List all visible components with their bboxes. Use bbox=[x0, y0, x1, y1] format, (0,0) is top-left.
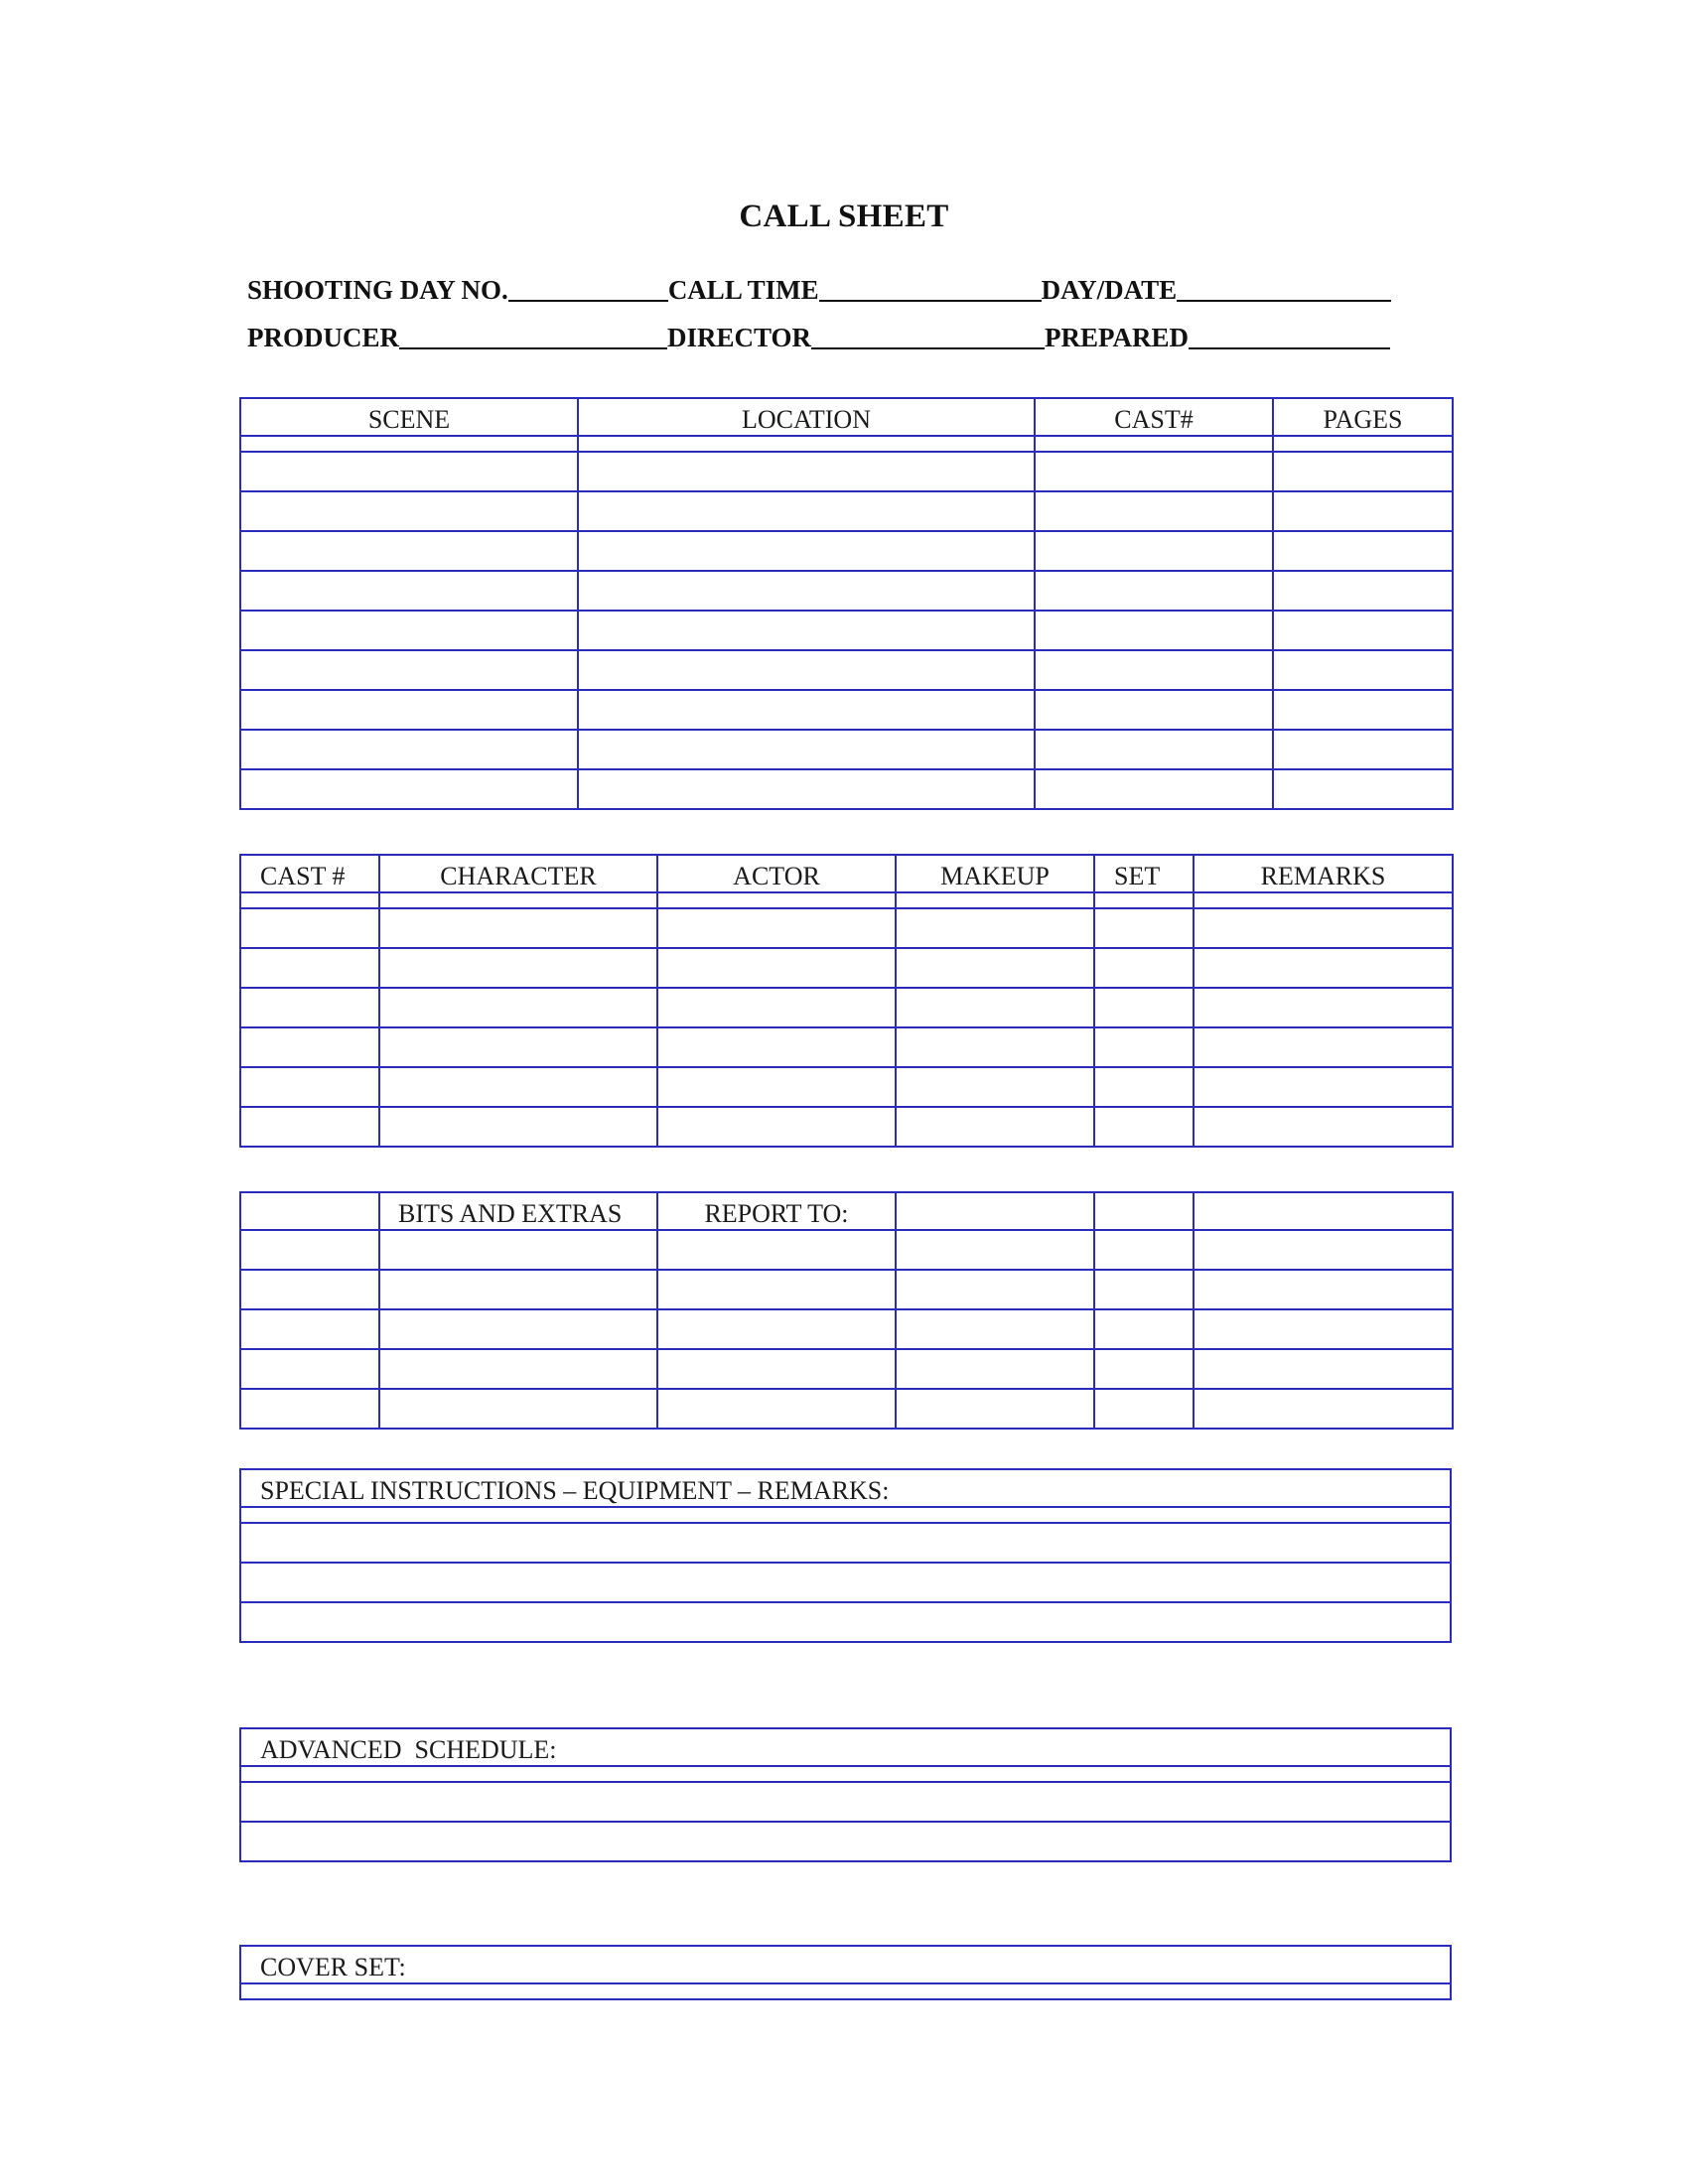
table-row bbox=[240, 769, 1453, 809]
set-header: SET bbox=[1094, 855, 1194, 892]
scene-header: SCENE bbox=[240, 398, 578, 436]
table-row bbox=[240, 571, 1453, 611]
table-row bbox=[240, 1782, 1451, 1822]
scene-table bbox=[239, 397, 1454, 810]
table-row bbox=[240, 1507, 1451, 1523]
table-row bbox=[240, 1822, 1451, 1861]
director-label: DIRECTOR bbox=[667, 323, 812, 352]
cast-table-header bbox=[240, 855, 1453, 892]
producer-field[interactable] bbox=[399, 322, 667, 349]
call-time-field[interactable] bbox=[819, 274, 1042, 302]
table-row bbox=[240, 1602, 1451, 1642]
day-date-label: DAY/DATE bbox=[1041, 275, 1178, 305]
makeup-header: MAKEUP bbox=[896, 855, 1094, 892]
table-row bbox=[240, 690, 1453, 730]
call-time-label: CALL TIME bbox=[667, 275, 819, 305]
cast-table bbox=[239, 854, 1454, 1148]
table-row bbox=[240, 436, 1453, 452]
remarks-header: REMARKS bbox=[1194, 855, 1453, 892]
actor-header: ACTOR bbox=[657, 855, 896, 892]
table-row bbox=[240, 892, 1453, 908]
cast-number-header: CAST# bbox=[1035, 398, 1273, 436]
advanced-schedule-header bbox=[240, 1728, 1451, 1766]
table-row bbox=[240, 1563, 1451, 1602]
table-row bbox=[240, 730, 1453, 769]
special-instructions-label: SPECIAL INSTRUCTIONS – EQUIPMENT – REMARKS: bbox=[240, 1469, 1451, 1507]
table-row bbox=[240, 611, 1453, 650]
table-row bbox=[240, 1107, 1453, 1147]
bits-blank-header-6 bbox=[1194, 1192, 1453, 1230]
special-instructions-table bbox=[239, 1468, 1452, 1643]
table-row bbox=[240, 491, 1453, 531]
table-row bbox=[240, 1349, 1453, 1389]
table-row bbox=[240, 948, 1453, 988]
table-row bbox=[240, 908, 1453, 948]
bits-blank-header-5 bbox=[1094, 1192, 1194, 1230]
special-instructions-header bbox=[240, 1469, 1451, 1507]
header-fields-row-2 bbox=[247, 322, 1390, 352]
table-row bbox=[240, 452, 1453, 491]
shooting-day-field[interactable] bbox=[508, 274, 668, 302]
producer-label: PRODUCER bbox=[247, 323, 399, 352]
shooting-day-label: SHOOTING DAY NO. bbox=[247, 275, 508, 305]
table-row bbox=[240, 1389, 1453, 1429]
character-header: CHARACTER bbox=[379, 855, 657, 892]
table-row bbox=[240, 531, 1453, 571]
table-row bbox=[240, 1230, 1453, 1270]
cover-set-header bbox=[240, 1946, 1451, 1983]
table-row bbox=[240, 1983, 1451, 1999]
table-row bbox=[240, 1067, 1453, 1107]
table-row bbox=[240, 1766, 1451, 1782]
table-row bbox=[240, 1309, 1453, 1349]
table-row bbox=[240, 650, 1453, 690]
bits-blank-header bbox=[240, 1192, 379, 1230]
table-row bbox=[240, 1270, 1453, 1309]
bits-blank-header-4 bbox=[896, 1192, 1094, 1230]
table-row bbox=[240, 1523, 1451, 1563]
cast-number-header: CAST # bbox=[240, 855, 379, 892]
day-date-field[interactable] bbox=[1177, 274, 1391, 302]
prepared-label: PREPARED bbox=[1045, 323, 1190, 352]
table-row bbox=[240, 1027, 1453, 1067]
advanced-schedule-table bbox=[239, 1727, 1452, 1862]
page-title: CALL SHEET bbox=[739, 199, 949, 234]
pages-header: PAGES bbox=[1273, 398, 1453, 436]
advanced-schedule-label: ADVANCED SCHEDULE: bbox=[240, 1728, 1451, 1766]
bits-extras-table bbox=[239, 1191, 1454, 1430]
scene-table-header bbox=[240, 398, 1453, 436]
table-row bbox=[240, 988, 1453, 1027]
bits-and-extras-header: BITS AND EXTRAS bbox=[379, 1192, 657, 1230]
report-to-header: REPORT TO: bbox=[657, 1192, 896, 1230]
header-fields-row-1 bbox=[247, 274, 1391, 305]
director-field[interactable] bbox=[811, 322, 1045, 349]
prepared-field[interactable] bbox=[1189, 322, 1390, 349]
cover-set-label: COVER SET: bbox=[240, 1946, 1451, 1983]
location-header: LOCATION bbox=[578, 398, 1035, 436]
bits-extras-header bbox=[240, 1192, 1453, 1230]
cover-set-table bbox=[239, 1945, 1452, 2000]
